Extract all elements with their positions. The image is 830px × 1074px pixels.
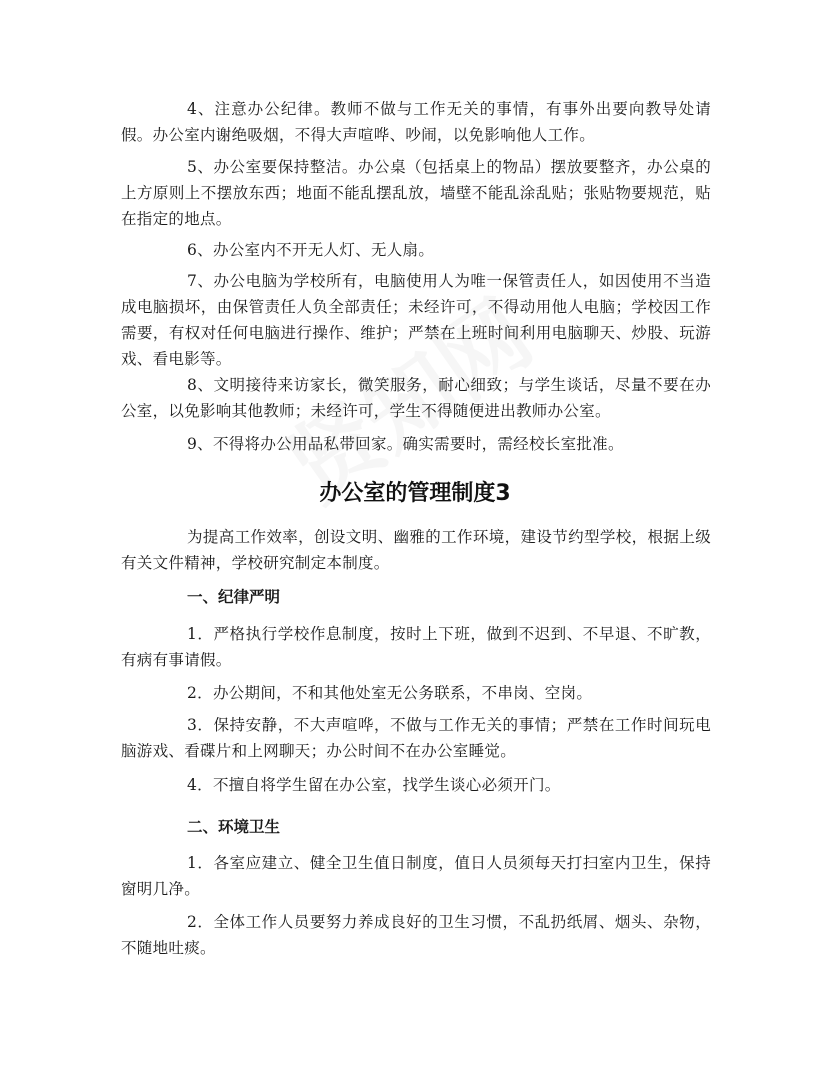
intro-paragraph: 为提高工作效率，创设文明、幽雅的工作环境，建设节约型学校，根据上级有关文件精神，学校研究制定本制度。: [121, 528, 711, 572]
section-title-hygiene: 二、环境卫生: [187, 818, 281, 836]
hygiene-item-1: 1．各室应建立、健全卫生值日制度，值日人员须每天打扫室内卫生，保持窗明几净。: [121, 854, 711, 898]
discipline-item-2: 2．办公期间，不和其他处室无公务联系，不串岗、空岗。: [187, 684, 593, 702]
discipline-item-1: 1．严格执行学校作息制度，按时上下班，做到不迟到、不早退、不旷教，有病有事请假。: [121, 625, 711, 669]
paragraph-item-7: 7、办公电脑为学校所有，电脑使用人为唯一保管责任人，如因使用不当造成电脑损坏，由保管责任人负全部责任；未经许可，不得动用他人电脑；学校因工作需要，有权对任何电脑进行操作、维护；严禁在上班时间利用电脑聊天、炒股、玩游戏、看电影等。: [121, 272, 711, 368]
hygiene-item-2: 2．全体工作人员要努力养成良好的卫生习惯，不乱扔纸屑、烟头、杂物，不随地吐痰。: [121, 913, 711, 957]
paragraph-item-9: 9、不得将办公用品私带回家。确实需要时，需经校长室批准。: [187, 435, 624, 453]
page-title: 办公室的管理制度3: [319, 481, 511, 506]
paragraph-item-6: 6、办公室内不开无人灯、无人扇。: [187, 241, 435, 259]
discipline-item-3: 3．保持安静，不大声喧哗，不做与工作无关的事情；严禁在工作时间玩电脑游戏、看碟片和上网聊天；办公时间不在办公室睡觉。: [121, 716, 711, 760]
section-title-discipline: 一、纪律严明: [187, 588, 281, 606]
discipline-item-4: 4．不擅自将学生留在办公室，找学生谈心必须开门。: [187, 776, 561, 794]
paragraph-item-8: 8、文明接待来访家长，微笑服务，耐心细致；与学生谈话，尽量不要在办公室，以免影响其他教师；未经许可，学生不得随便进出教师办公室。: [121, 376, 711, 420]
paragraph-item-5: 5、办公室要保持整洁。办公桌（包括桌上的物品）摆放要整齐，办公桌的上方原则上不摆放东西；地面不能乱摆乱放，墙壁不能乱涂乱贴；张贴物要规范，贴在指定的地点。: [121, 158, 711, 228]
paragraph-item-4: 4、注意办公纪律。教师不做与工作无关的事情，有事外出要向教导处请假。办公室内谢绝吸烟，不得大声喧哗、吵闹，以免影响他人工作。: [121, 100, 711, 144]
